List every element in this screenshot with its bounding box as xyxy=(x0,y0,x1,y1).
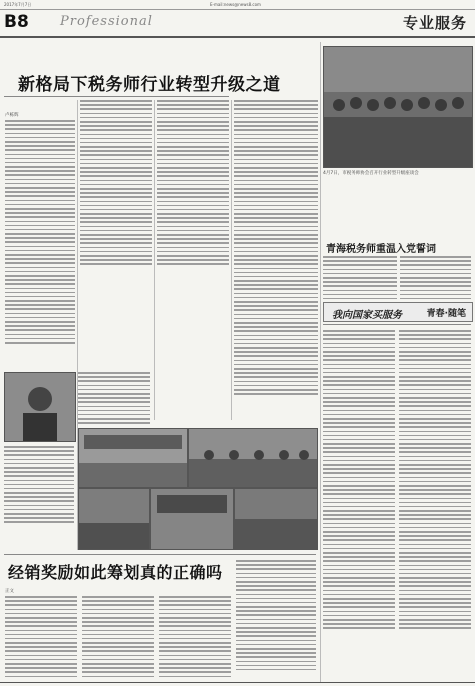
top-right-photo xyxy=(323,46,473,168)
column-separator-right xyxy=(320,42,321,682)
mid-left-body xyxy=(4,446,74,526)
mid-left-photo xyxy=(4,372,76,442)
column-separator-2 xyxy=(154,100,155,420)
conference-image-4 xyxy=(151,489,233,549)
column-banner xyxy=(323,302,473,322)
conference-photo-4 xyxy=(150,488,234,550)
conference-image-3 xyxy=(79,489,149,549)
mid-caption-text xyxy=(78,372,150,426)
column-body-col-1 xyxy=(323,330,395,632)
conference-image-5 xyxy=(235,489,317,549)
conference-photo-3 xyxy=(78,488,150,550)
portrait-image xyxy=(5,373,75,441)
bottom-body-col-1 xyxy=(5,596,77,680)
bottom-section-rule xyxy=(4,554,316,555)
top-photo-caption: 4月7日，市税务师协会召开行业转型升级座谈会 xyxy=(323,171,419,176)
lead-body-col-1 xyxy=(5,120,75,346)
right-body-col-1 xyxy=(323,256,397,306)
footer-rule xyxy=(0,682,475,683)
conference-photo-1 xyxy=(78,428,188,488)
header-rule xyxy=(0,36,475,38)
right-body-col-2 xyxy=(400,256,471,306)
bottom-body-col-2 xyxy=(82,596,154,680)
right-headline: 青海税务师重温入党誓词 xyxy=(326,244,436,255)
byline-tag: 卢栋辉 xyxy=(5,113,19,118)
lead-body-col-3 xyxy=(157,100,229,268)
column-separator-1 xyxy=(77,100,78,550)
top-meta-line xyxy=(0,0,475,10)
bottom-body-col-4 xyxy=(236,560,316,673)
section-title: 专业服务 xyxy=(402,14,467,32)
lead-body-col-4 xyxy=(234,100,318,397)
bottom-body-col-3 xyxy=(159,596,231,680)
group-photo-image xyxy=(324,47,472,167)
column-banner-badge: 青春·随笔 xyxy=(426,309,466,319)
masthead-word: Professional xyxy=(60,14,153,29)
conference-photo-2 xyxy=(188,428,318,488)
column-banner-title: 我向国家买服务 xyxy=(332,310,402,321)
conference-image-1 xyxy=(79,429,187,487)
banner-rule xyxy=(323,324,471,325)
contact-info: E-mail:news@news8.com xyxy=(210,2,261,7)
page-number: B8 xyxy=(4,12,29,32)
bottom-headline: 经销奖励如此筹划真的正确吗 xyxy=(8,563,223,582)
lead-body-col-2 xyxy=(80,100,152,268)
column-separator-3 xyxy=(231,100,232,420)
bottom-byline-tag: 正文 xyxy=(5,589,14,594)
column-body-col-2 xyxy=(399,330,471,632)
lead-headline: 新格局下税务师行业转型升级之道 xyxy=(18,75,281,95)
headline-rule xyxy=(4,96,229,97)
issue-date: 2017年7月7日 xyxy=(4,2,32,7)
conference-photo-5 xyxy=(234,488,318,550)
conference-image-2 xyxy=(189,429,317,487)
